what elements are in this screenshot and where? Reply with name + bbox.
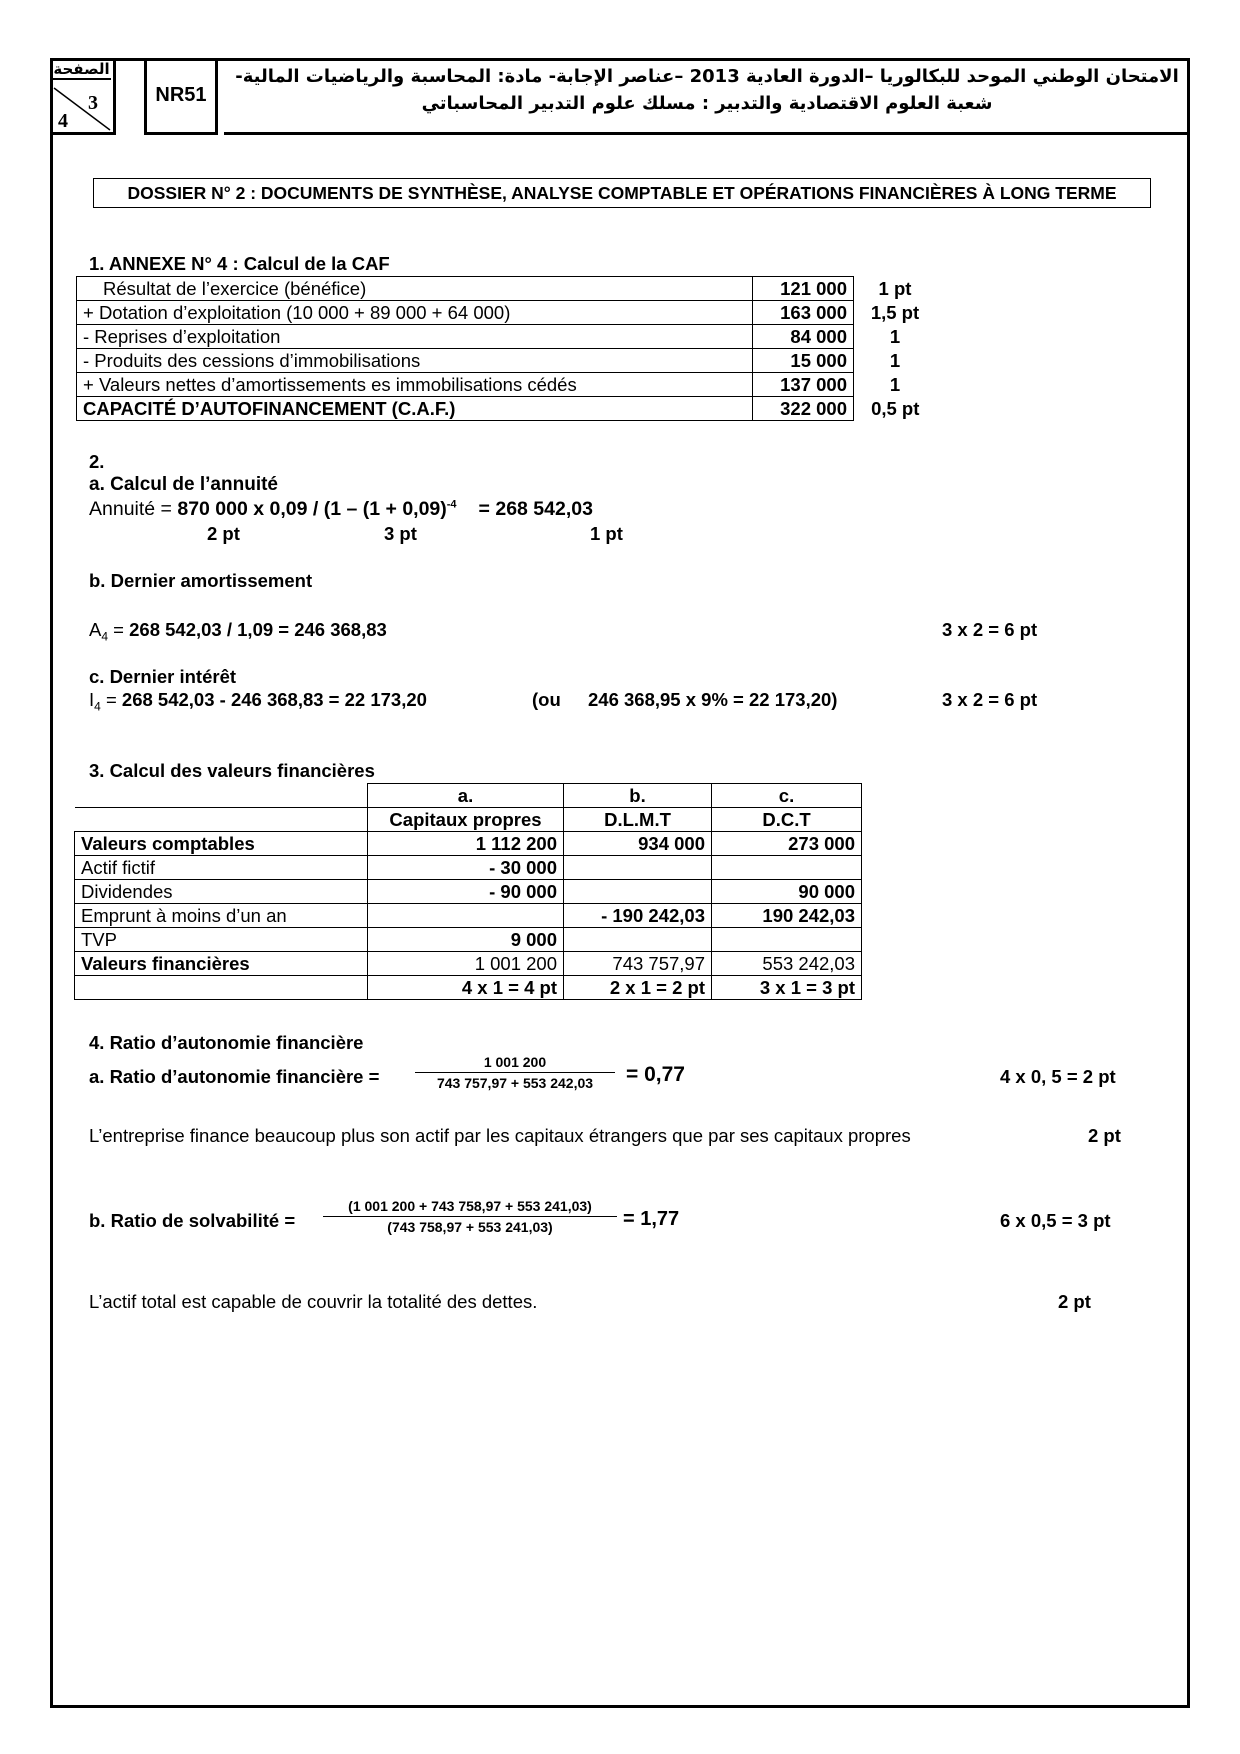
- table-row: [75, 880, 862, 904]
- autonomy-ratio-comment: L’entreprise finance beaucoup plus son actif par les capitaux étrangers que par ses capitaux propres: [89, 1125, 911, 1146]
- annuity-formula: [89, 498, 593, 521]
- caf-points: 1: [889, 326, 901, 347]
- last-amortization-calc: [89, 619, 387, 644]
- caf-row: [77, 373, 937, 397]
- a4-equals: =: [108, 619, 130, 640]
- cell-c: 90 000: [712, 880, 862, 904]
- solvency-ratio-label: b. Ratio de solvabilité =: [89, 1210, 296, 1231]
- cell-a: [368, 904, 564, 928]
- autonomy-ratio-denominator: 743 757,97 + 553 242,03: [436, 1075, 594, 1091]
- last-interest-calc: [89, 689, 427, 714]
- row-label: TVP: [75, 928, 368, 952]
- cell-b: 743 757,97: [564, 952, 712, 976]
- cell-a: 9 000: [368, 928, 564, 952]
- cell-a: - 90 000: [368, 880, 564, 904]
- column-header-row: [75, 808, 862, 832]
- solvency-ratio-comment-points: 2 pt: [1058, 1291, 1091, 1312]
- cell-c: 190 242,03: [712, 904, 862, 928]
- solvency-ratio-numerator: (1 001 200 + 743 758,97 + 553 241,03): [323, 1198, 617, 1217]
- a4-subscript: 4: [101, 629, 109, 644]
- caf-points: 1: [889, 374, 901, 395]
- solvency-ratio-points: 6 x 0,5 = 3 pt: [1000, 1210, 1111, 1231]
- caf-value: 15 000: [753, 349, 854, 373]
- a4-value: 268 542,03 / 1,09 = 246 368,83: [129, 619, 387, 640]
- caf-row: [77, 397, 937, 421]
- i4-symbol: I: [89, 689, 95, 710]
- column-header: D.L.M.T: [564, 808, 712, 832]
- annuity-exponent: -4: [446, 498, 457, 511]
- exam-title-line2: شعبة العلوم الاقتصادية والتدبير : مسلك علوم التدبير المحاسباتي: [421, 93, 993, 114]
- caf-value: 121 000: [753, 277, 854, 301]
- caf-row: [77, 349, 937, 373]
- column-header: Capitaux propres: [368, 808, 564, 832]
- section1-title: 1. ANNEXE N° 4 : Calcul de la CAF: [89, 253, 390, 274]
- caf-label: - Reprises d’exploitation: [77, 325, 753, 349]
- i4-equals: =: [100, 689, 122, 710]
- points-row: [75, 976, 862, 1000]
- autonomy-ratio-comment-points: 2 pt: [1088, 1125, 1121, 1146]
- empty-corner: [75, 784, 368, 808]
- last-interest-alt: 246 368,95 x 9% = 22 173,20): [588, 689, 838, 710]
- solvency-ratio-denominator: (743 758,97 + 553 241,03): [387, 1219, 553, 1235]
- row-label: Valeurs financières: [75, 952, 368, 976]
- a4-symbol: A: [89, 619, 102, 640]
- solvency-ratio-result: = 1,77: [623, 1208, 680, 1230]
- autonomy-ratio-result: = 0,77: [626, 1063, 685, 1086]
- annuity-expression: 870 000 x 0,09 / (1 – (1 + 0,09): [177, 498, 447, 520]
- exam-header: [50, 58, 1190, 138]
- page-current: 3: [88, 92, 98, 114]
- row-label: Valeurs comptables: [75, 832, 368, 856]
- cell-c: [712, 928, 862, 952]
- row-label: Actif fictif: [75, 856, 368, 880]
- annuity-points-3: 1 pt: [590, 523, 623, 544]
- caf-label: CAPACITÉ D’AUTOFINANCEMENT (C.A.F.): [77, 397, 753, 421]
- annuity-label: Annuité =: [89, 498, 178, 520]
- i4-subscript: 4: [94, 699, 101, 714]
- page-total: 4: [58, 110, 68, 132]
- caf-points: 1 pt: [878, 278, 912, 299]
- table-row: [75, 904, 862, 928]
- last-amortization-points: 3 x 2 = 6 pt: [942, 619, 1038, 640]
- caf-row: [77, 325, 937, 349]
- page-number-box: [50, 58, 116, 135]
- last-interest-alt-open: (ou: [532, 689, 561, 710]
- annuity-result: = 268 542,03: [478, 498, 593, 520]
- cell-b: [564, 856, 712, 880]
- autonomy-ratio-numerator: 1 001 200: [415, 1054, 615, 1073]
- autonomy-ratio-points: 4 x 0, 5 = 2 pt: [1000, 1066, 1116, 1087]
- last-amortization-title: b. Dernier amortissement: [89, 570, 313, 591]
- annuity-points-1: 2 pt: [207, 523, 240, 544]
- cell-a: 1 001 200: [368, 952, 564, 976]
- caf-row: [77, 301, 937, 325]
- caf-label: - Produits des cessions d’immobilisations: [77, 349, 753, 373]
- caf-row: [77, 277, 937, 301]
- caf-points: 0,5 pt: [871, 398, 920, 419]
- caf-value: 163 000: [753, 301, 854, 325]
- empty-cell: [75, 976, 368, 1000]
- row-label: Dividendes: [75, 880, 368, 904]
- cell-c: [712, 856, 862, 880]
- cell-a: 1 112 200: [368, 832, 564, 856]
- table-row: [75, 856, 862, 880]
- caf-value: 84 000: [753, 325, 854, 349]
- table-row: [75, 928, 862, 952]
- section2-number: 2.: [89, 451, 105, 472]
- column-letter-row: [75, 784, 862, 808]
- dossier-title: DOSSIER N° 2 : DOCUMENTS DE SYNTHÈSE, ANALYSE COMPTABLE ET OPÉRATIONS FINANCIÈRES À LONG TERME: [93, 178, 1151, 208]
- column-points: 3 x 1 = 3 pt: [712, 976, 862, 1000]
- empty-corner: [75, 808, 368, 832]
- cell-a: - 30 000: [368, 856, 564, 880]
- column-points: 4 x 1 = 4 pt: [368, 976, 564, 1000]
- i4-value: 268 542,03 - 246 368,83 = 22 173,20: [121, 689, 427, 710]
- caf-label: + Dotation d’exploitation (10 000 + 89 000 + 64 000): [77, 301, 753, 325]
- solvency-ratio-fraction: [323, 1198, 617, 1235]
- table-row: [75, 832, 862, 856]
- caf-points: 1: [889, 350, 901, 371]
- page-label: الصفحة: [53, 60, 110, 78]
- annuity-title: a. Calcul de l’annuité: [89, 474, 278, 495]
- caf-label: Résultat de l’exercice (bénéfice): [77, 277, 753, 301]
- financial-values-table: [74, 783, 862, 1000]
- caf-value: 322 000: [753, 397, 854, 421]
- autonomy-ratio-label: a. Ratio d’autonomie financière =: [89, 1066, 380, 1087]
- table-row: [75, 952, 862, 976]
- column-letter: c.: [712, 784, 862, 808]
- section4-title: 4. Ratio d’autonomie financière: [89, 1032, 364, 1053]
- exam-code: NR51: [144, 58, 218, 135]
- row-label: Emprunt à moins d’un an: [75, 904, 368, 928]
- exam-title-line1: الامتحان الوطني الموحد للبكالوريا –الدورة العادية 2013 –عناصر الإجابة- مادة: المحاسبة والرياضيات المالية-: [235, 66, 1179, 87]
- cell-b: - 190 242,03: [564, 904, 712, 928]
- section3-title: 3. Calcul des valeurs financières: [89, 760, 375, 781]
- caf-points: 1,5 pt: [870, 302, 920, 323]
- cell-c: 553 242,03: [712, 952, 862, 976]
- caf-value: 137 000: [753, 373, 854, 397]
- cell-b: [564, 928, 712, 952]
- annuity-points-2: 3 pt: [384, 523, 417, 544]
- last-interest-points: 3 x 2 = 6 pt: [942, 689, 1038, 710]
- column-points: 2 x 1 = 2 pt: [564, 976, 712, 1000]
- cell-b: 934 000: [564, 832, 712, 856]
- cell-c: 273 000: [712, 832, 862, 856]
- last-interest-title: c. Dernier intérêt: [89, 666, 237, 687]
- exam-title: [224, 58, 1190, 135]
- caf-table: [76, 276, 937, 421]
- caf-label: + Valeurs nettes d’amortissements es immobilisations cédés: [77, 373, 753, 397]
- autonomy-ratio-fraction: [415, 1054, 615, 1091]
- column-letter: b.: [564, 784, 712, 808]
- cell-b: [564, 880, 712, 904]
- column-header: D.C.T: [712, 808, 862, 832]
- solvency-ratio-comment: L’actif total est capable de couvrir la totalité des dettes.: [89, 1291, 538, 1312]
- column-letter: a.: [368, 784, 564, 808]
